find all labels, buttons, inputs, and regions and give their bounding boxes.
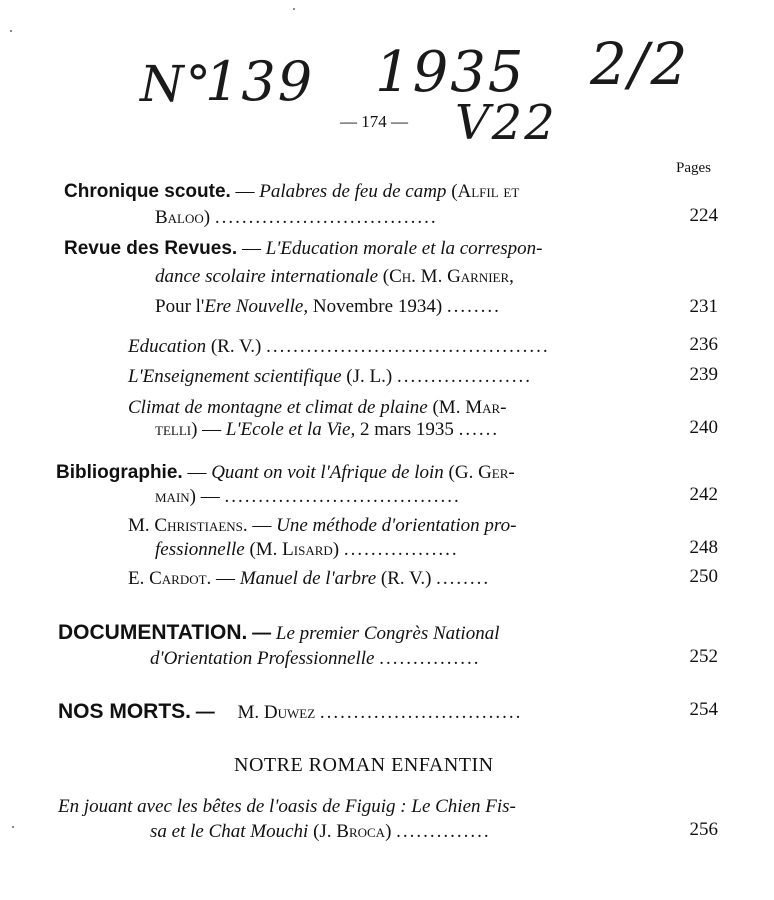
entry-source-prefix: Pour l' <box>155 296 205 317</box>
entry-author: telli) — <box>155 419 222 440</box>
entry-title: sa et le Chat Mouchi <box>150 821 309 842</box>
entry-author: Baloo) <box>155 207 211 228</box>
entry-title: fessionnelle <box>155 539 245 560</box>
toc-subentry-education <box>128 334 550 360</box>
entry-author: (R. V.) <box>210 336 262 357</box>
handwritten-fraction: 2/2 <box>590 30 690 98</box>
dash: — <box>187 462 207 483</box>
toc-entry-documentation-line2 <box>150 646 480 672</box>
section-heading-revue: Revue des Revues. <box>64 238 238 259</box>
entry-source-title: L'Ecole et la Vie, <box>225 419 356 440</box>
section-heading-documentation: DOCUMENTATION. <box>58 621 248 644</box>
section-heading-biblio: Bibliographie. <box>56 462 183 483</box>
page-ref: 240 <box>689 417 718 438</box>
toc-entry-chronique-line1 <box>64 179 519 205</box>
entry-name: M. Duwez <box>237 702 316 723</box>
handwritten-volume: V22 <box>455 95 557 151</box>
leader-dots: .................... <box>396 366 532 387</box>
toc-subentry-climat-line2 <box>155 417 499 443</box>
toc-entry-biblio-line2 <box>155 484 461 510</box>
entry-title: L'Education morale et la correspon- <box>265 238 543 259</box>
entry-title: Une méthode d'orientation pro- <box>276 515 517 536</box>
entry-title: dance scolaire internationale <box>155 266 379 287</box>
entry-author: (Alfil et <box>451 181 520 202</box>
entry-author: (J. Broca) <box>313 821 392 842</box>
entry-date: 2 mars 1935 <box>359 419 454 440</box>
toc-entry-revue-line2 <box>155 264 514 290</box>
toc-entry-chronique-line2 <box>155 205 438 231</box>
entry-author: (J. L.) <box>346 366 393 387</box>
dash: — <box>235 181 255 202</box>
toc-entry-biblio-line1 <box>56 460 515 486</box>
dash: — <box>252 623 272 644</box>
page-ref: 224 <box>689 205 718 226</box>
leader-dots: ...... <box>458 419 500 440</box>
dash: — <box>195 702 215 723</box>
section-heading-roman: NOTRE ROMAN ENFANTIN <box>234 754 494 776</box>
leader-dots: ................................... <box>224 486 461 507</box>
entry-author: E. Cardot. — <box>128 568 236 589</box>
entry-author: main) — <box>155 486 220 507</box>
pages-column-label: Pages <box>676 160 711 176</box>
page-ref: 231 <box>689 296 718 317</box>
section-heading-morts: NOS MORTS. <box>58 700 192 723</box>
leader-dots: .............................. <box>319 702 523 723</box>
toc-entry-morts <box>58 699 522 726</box>
entry-author: (M. Lisard) <box>249 539 340 560</box>
entry-title: Manuel de l'arbre <box>239 568 377 589</box>
toc-entry-documentation-line1 <box>58 620 499 647</box>
entry-author: (M. Mar- <box>432 397 507 418</box>
leader-dots: .............. <box>396 821 491 842</box>
scan-speck <box>293 8 295 10</box>
handwritten-issue-number: 139 <box>205 50 315 113</box>
toc-subentry-enseignement <box>128 364 532 390</box>
entry-title: L'Enseignement scientifique <box>128 366 342 387</box>
entry-author: M. Christiaens. — <box>128 515 272 536</box>
leader-dots: ................. <box>343 539 459 560</box>
entry-author: (Ch. M. Garnier, <box>382 266 514 287</box>
entry-title: Climat de montagne et climat de plaine <box>128 397 428 418</box>
leader-dots: .......................................... <box>266 336 550 357</box>
section-heading-chronique: Chronique scoute. <box>64 181 231 202</box>
toc-entry-roman-line2 <box>150 819 491 845</box>
entry-date: Novembre 1934) <box>312 296 443 317</box>
toc-entry-revue-line3 <box>155 294 501 320</box>
toc-subentry-cardot <box>128 566 490 592</box>
toc-entry-roman-line1 <box>58 794 516 820</box>
toc-subentry-christiaens-line2 <box>155 537 459 563</box>
handwritten-year: 1935 <box>375 40 526 105</box>
page-ref: 236 <box>689 334 718 355</box>
entry-author: (G. Ger- <box>448 462 515 483</box>
leader-dots: ........ <box>436 568 491 589</box>
toc-entry-revue-line1 <box>64 236 542 262</box>
page-ref: 250 <box>689 566 718 587</box>
leader-dots: ........ <box>446 296 501 317</box>
dash: — <box>241 238 261 259</box>
entry-reviewer: (R. V.) <box>380 568 432 589</box>
toc-subentry-christiaens-line1 <box>128 513 516 539</box>
scan-speck <box>10 30 12 32</box>
entry-title: Le premier Congrès National <box>275 623 500 644</box>
page-ref: 242 <box>689 484 718 505</box>
leader-dots: ................................. <box>214 207 438 228</box>
page-ref: 252 <box>689 646 718 667</box>
page-ref: 254 <box>689 699 718 720</box>
page-number: — 174 — <box>340 112 408 131</box>
entry-title: Quant on voit l'Afrique de loin <box>211 462 444 483</box>
page-ref: 256 <box>689 819 718 840</box>
page-ref: 248 <box>689 537 718 558</box>
leader-dots: ............... <box>379 648 481 669</box>
page-ref: 239 <box>689 364 718 385</box>
handwritten-no-label: N° <box>140 55 213 113</box>
entry-title: d'Orientation Professionnelle <box>150 648 375 669</box>
entry-source-title: Ere Nouvelle, <box>204 296 309 317</box>
scan-speck <box>12 826 14 828</box>
entry-title: Palabres de feu de camp <box>259 181 447 202</box>
entry-title: En jouant avec les bêtes de l'oasis de Figuig : Le Chien Fis- <box>58 796 516 817</box>
entry-title: Education <box>128 336 207 357</box>
